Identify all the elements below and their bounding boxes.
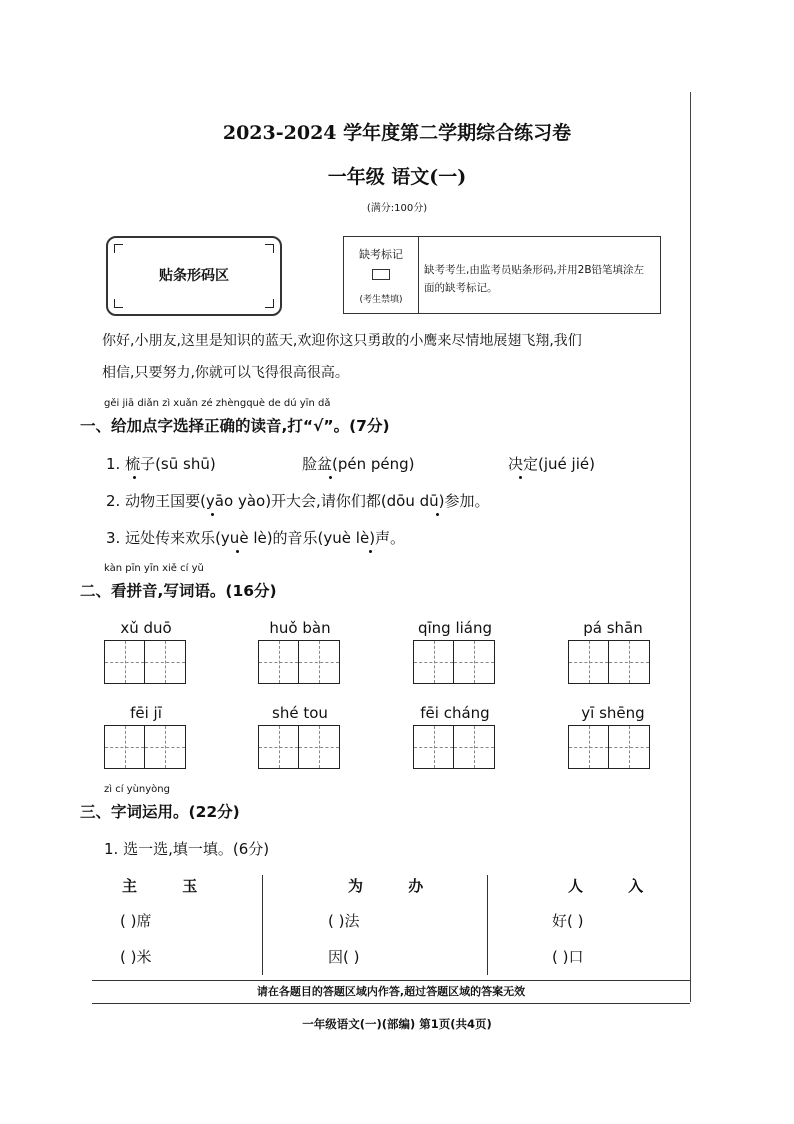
choice-group-1-chars: 主 玉 — [122, 877, 218, 895]
absent-mark-cell — [344, 237, 419, 313]
absent-instruction: 缺考考生,由监考员贴条形码,并用2B铅笔填涂左面的缺考标记。 — [424, 264, 645, 294]
word-pinyin-3: qīng liáng — [417, 619, 493, 637]
corner-mark — [114, 244, 123, 253]
absent-mark-box — [343, 236, 661, 314]
exam-title: 2023-2024 学年度第二学期综合练习卷 — [222, 122, 572, 144]
absent-mark-footer: (考生禁填) — [359, 295, 403, 305]
emphasis-dot — [211, 513, 214, 516]
absent-checkbox[interactable] — [372, 269, 390, 280]
question-1a: 1. 梳子(sū shū) — [106, 455, 216, 473]
answer-area-notice: 请在各题目的答题区域内作答,超过答题区域的答案无效 — [92, 980, 690, 1004]
emphasis-dot — [436, 513, 439, 516]
question-3: 3. 远处传来欢乐(yuè lè)的音乐(yuè lè)声。 — [106, 529, 406, 547]
section3-pinyin: zì cí yùnyòng — [104, 784, 170, 795]
choice-group-2-chars: 为 办 — [348, 877, 444, 895]
corner-mark — [265, 244, 274, 253]
section1-pinyin: gěi jiā diǎn zì xuǎn zé zhèngquè de dú yīn dǎ — [104, 398, 331, 409]
emphasis-dot — [236, 550, 239, 553]
section1-heading: 一、给加点字选择正确的读音,打“√”。(7分) — [80, 417, 390, 435]
section3-sub1: 1. 选一选,填一填。(6分) — [104, 840, 270, 858]
writing-grid[interactable] — [568, 640, 650, 684]
choice-group-2-a[interactable]: ( )法 — [328, 912, 360, 930]
page-right-border — [690, 92, 691, 1002]
question-1b: 脸盆(pén péng) — [302, 455, 415, 473]
writing-grid[interactable] — [568, 725, 650, 769]
question-2: 2. 动物王国要(yāo yào)开大会,请你们都(dōu dū)参加。 — [106, 492, 490, 510]
choice-group-3-b[interactable]: ( )口 — [552, 948, 584, 966]
absent-mark-title: 缺考标记 — [359, 248, 403, 261]
emphasis-dot — [133, 476, 136, 479]
word-pinyin-6: shé tou — [272, 704, 328, 722]
corner-mark — [265, 299, 274, 308]
choice-group-3-chars: 人 入 — [568, 877, 664, 895]
choice-group-1-b[interactable]: ( )米 — [120, 948, 152, 966]
section3-heading: 三、字词运用。(22分) — [80, 803, 240, 821]
column-divider — [262, 875, 263, 975]
intro-line-2: 相信,只要努力,你就可以飞得很高很高。 — [102, 365, 349, 381]
emphasis-dot — [369, 550, 372, 553]
writing-grid[interactable] — [413, 725, 495, 769]
writing-grid[interactable] — [104, 725, 186, 769]
emphasis-dot — [329, 476, 332, 479]
barcode-area — [106, 236, 282, 316]
page-footer: 一年级语文(一)(部编) 第1页(共4页) — [302, 1017, 492, 1031]
writing-grid[interactable] — [104, 640, 186, 684]
choice-group-2-b[interactable]: 因( ) — [328, 948, 360, 966]
corner-mark — [114, 299, 123, 308]
writing-grid[interactable] — [413, 640, 495, 684]
writing-grid[interactable] — [258, 640, 340, 684]
emphasis-dot — [519, 476, 522, 479]
word-pinyin-8: yī shēng — [581, 704, 645, 722]
exam-subtitle: 一年级 语文(一) — [327, 166, 467, 188]
word-pinyin-5: fēi jī — [130, 704, 162, 722]
intro-line-1: 你好,小朋友,这里是知识的蓝天,欢迎你这只勇敢的小鹰来尽情地展翅飞翔,我们 — [102, 333, 582, 349]
question-1c: 决定(jué jié) — [508, 455, 595, 473]
word-pinyin-1: xǔ duō — [120, 619, 172, 637]
full-score: (满分:100分) — [366, 203, 428, 214]
choice-group-3-a[interactable]: 好( ) — [552, 912, 584, 930]
word-pinyin-7: fēi cháng — [420, 704, 490, 722]
barcode-label: 贴条形码区 — [159, 268, 229, 284]
section2-heading: 二、看拼音,写词语。(16分) — [80, 582, 277, 600]
section2-pinyin: kàn pīn yīn xiě cí yǔ — [104, 563, 204, 574]
writing-grid[interactable] — [258, 725, 340, 769]
word-pinyin-4: pá shān — [583, 619, 643, 637]
choice-group-1-a[interactable]: ( )席 — [120, 912, 152, 930]
word-pinyin-2: huǒ bàn — [269, 619, 331, 637]
column-divider — [487, 875, 488, 975]
